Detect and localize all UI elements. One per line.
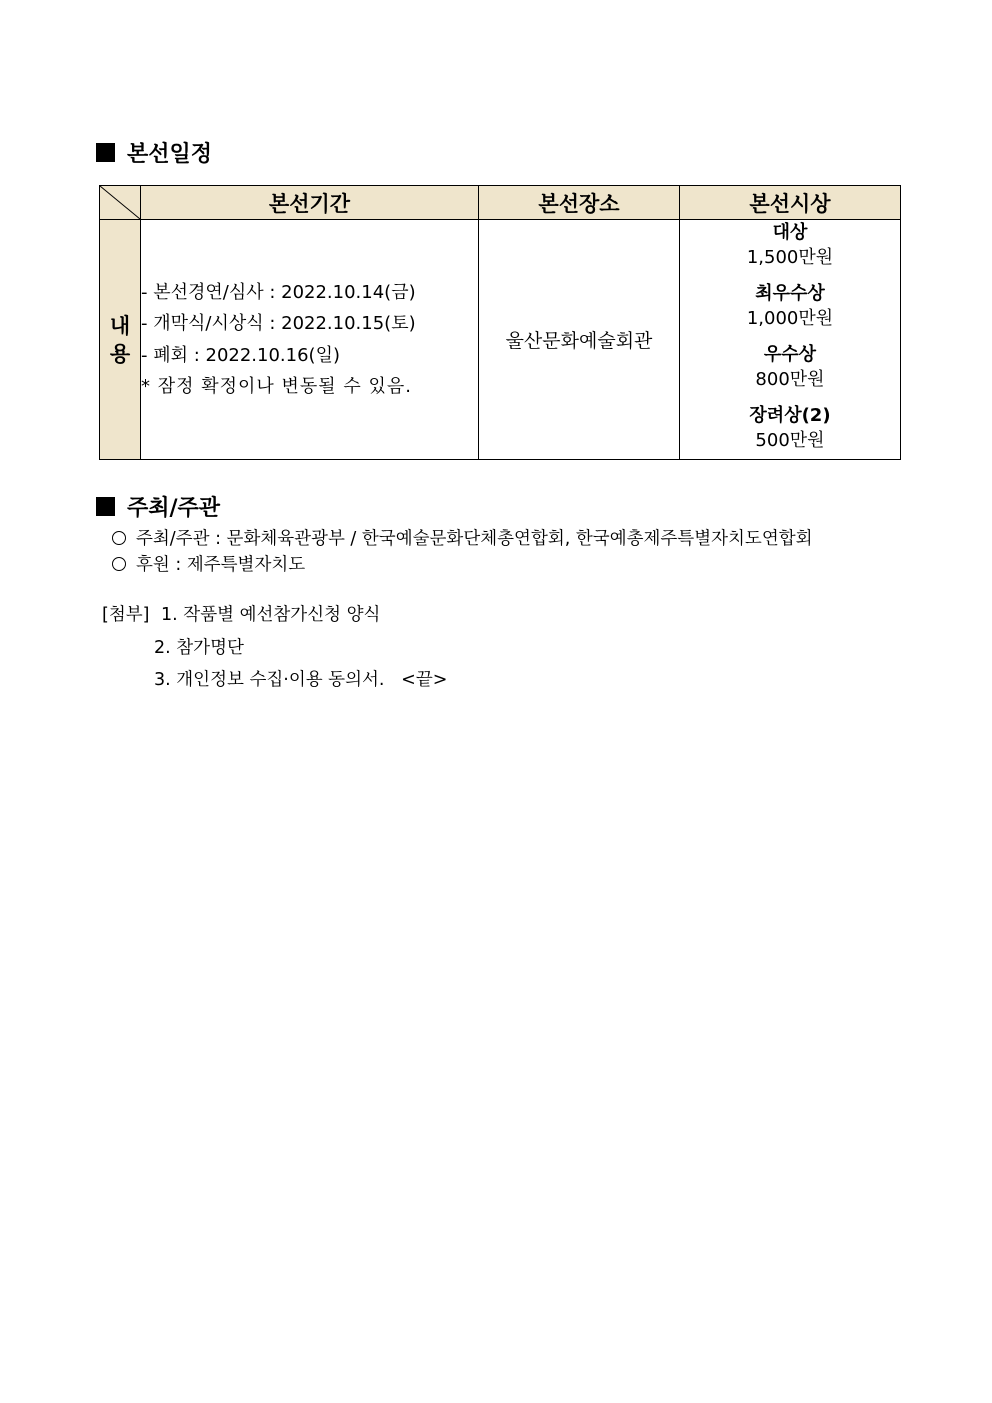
award-item [680,403,900,454]
host-item-text: 주최/주관 : 문화체육관광부 / 한국예술문화단체총연합회, 한국예총제주특별자치도연합회 [136,529,813,549]
award-name: 대상 [772,222,808,243]
award-amount: 1,000만원 [746,308,834,329]
period-note: * 잠정 확정이나 변동될 수 있음. [141,376,412,397]
award-name: 우수상 [763,344,817,365]
attachment-item: 1. 작품별 예선참가신청 양식 [161,605,381,625]
award-name: 최우수상 [755,283,825,304]
table-corner-cell [100,186,141,220]
schedule-title-text: 본선일정 [127,141,213,167]
awards-cell [680,220,901,460]
circle-bullet-icon [112,557,126,571]
award-amount: 800만원 [755,369,825,390]
table-header-row [100,186,901,220]
period-line: - 개막식/시상식 : 2022.10.15(토) [141,313,416,334]
header-venue: 본선장소 [479,186,680,220]
row-label [100,220,141,460]
circle-bullet-icon [112,531,126,545]
period-line: - 폐회 : 2022.10.16(일) [141,344,340,366]
host-item [112,528,813,550]
award-name: 장려상(2) [749,405,831,426]
black-square-icon [96,497,115,516]
period-line: - 본선경연/심사 : 2022.10.14(금) [141,281,416,303]
black-square-icon [96,143,115,162]
award-item [680,281,900,332]
award-amount: 500만원 [755,430,825,451]
award-item [680,220,900,271]
period-cell [141,220,479,460]
header-period: 본선기간 [141,186,479,220]
venue-cell: 울산문화예술회관 [479,220,680,460]
host-title-text: 주최/주관 [127,495,221,521]
table-content-row [100,220,901,460]
attachment-label: [첨부] [102,605,150,625]
row-label-char-2: 용 [109,341,131,366]
award-item [680,342,900,393]
sponsor-item-text: 후원 : 제주특별자치도 [136,555,306,575]
host-section-title [96,495,220,521]
schedule-section-title [96,141,212,167]
attachment-item: 2. 참가명단 [154,638,244,658]
sponsor-item [112,554,305,576]
header-awards: 본선시상 [680,186,901,220]
schedule-table [99,185,901,460]
award-amount: 1,500만원 [746,247,834,268]
row-label-char-1: 내 [109,313,131,338]
attachment-item: 3. 개인정보 수집·이용 동의서. <끝> [154,670,448,690]
attachment-line-1 [102,604,380,626]
